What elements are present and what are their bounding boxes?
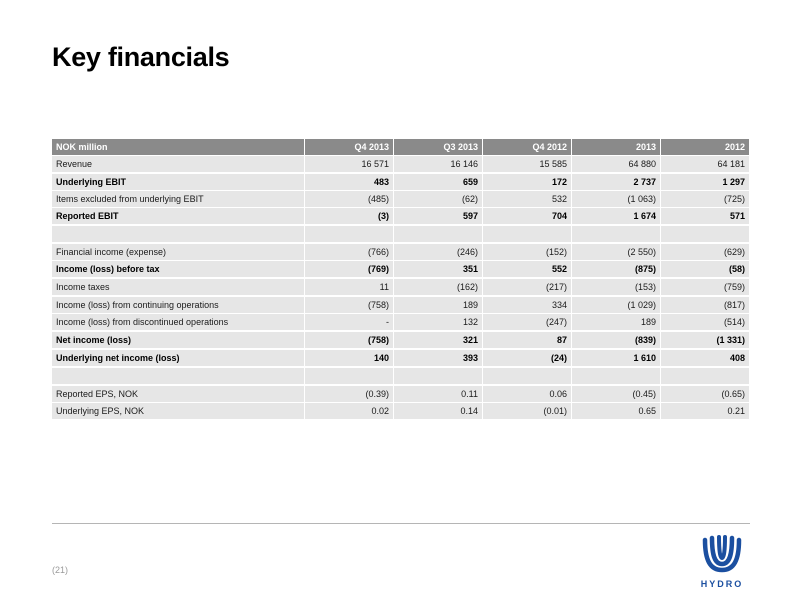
row-value: 64 181 (661, 156, 750, 173)
row-label: Financial income (expense) (52, 243, 305, 261)
header-q4-2012: Q4 2012 (483, 139, 572, 156)
row-value: (766) (305, 243, 394, 261)
row-label: Income (loss) before tax (52, 261, 305, 278)
row-value (394, 367, 483, 385)
row-value: 351 (394, 261, 483, 278)
table-row (52, 208, 750, 225)
row-value: (24) (483, 349, 572, 367)
row-value: (758) (305, 296, 394, 314)
page-number: (21) (52, 565, 69, 575)
row-value: (0.65) (661, 385, 750, 403)
row-label: Income (loss) from continuing operations (52, 296, 305, 314)
header-2012: 2012 (661, 139, 750, 156)
row-value: 64 880 (572, 156, 661, 173)
key-financials-table (52, 139, 750, 420)
hydro-logo (694, 534, 750, 594)
table-row (52, 156, 750, 173)
row-value: (1 063) (572, 191, 661, 208)
row-value (661, 367, 750, 385)
row-value: 0.65 (572, 403, 661, 420)
row-value (394, 225, 483, 243)
row-value: 132 (394, 314, 483, 331)
table-spacer-row (52, 225, 750, 243)
table-row (52, 349, 750, 367)
table-row (52, 331, 750, 349)
row-value: (246) (394, 243, 483, 261)
row-value: (758) (305, 331, 394, 349)
row-value: 571 (661, 208, 750, 225)
footer-divider (52, 523, 750, 524)
table-row (52, 278, 750, 296)
row-value: 15 585 (483, 156, 572, 173)
row-value: 1 297 (661, 173, 750, 191)
table-row (52, 261, 750, 278)
row-value: 393 (394, 349, 483, 367)
row-value (305, 225, 394, 243)
hydro-logo-icon (694, 534, 750, 578)
row-value: 189 (572, 314, 661, 331)
row-label (52, 367, 305, 385)
table-row (52, 243, 750, 261)
row-value: - (305, 314, 394, 331)
row-value: 597 (394, 208, 483, 225)
row-value: 11 (305, 278, 394, 296)
row-value: 16 571 (305, 156, 394, 173)
header-q4-2013: Q4 2013 (305, 139, 394, 156)
row-value: (725) (661, 191, 750, 208)
row-value: (162) (394, 278, 483, 296)
row-value (483, 225, 572, 243)
row-value: (1 331) (661, 331, 750, 349)
row-label: Underlying EPS, NOK (52, 403, 305, 420)
row-value: (217) (483, 278, 572, 296)
header-q3-2013: Q3 2013 (394, 139, 483, 156)
row-value: 0.02 (305, 403, 394, 420)
row-value: (839) (572, 331, 661, 349)
row-value: 140 (305, 349, 394, 367)
table-row (52, 314, 750, 331)
table-spacer-row (52, 367, 750, 385)
row-value: 1 674 (572, 208, 661, 225)
row-value: (62) (394, 191, 483, 208)
row-value: 189 (394, 296, 483, 314)
row-value: 0.11 (394, 385, 483, 403)
row-value: (3) (305, 208, 394, 225)
row-value: (58) (661, 261, 750, 278)
row-value: (0.39) (305, 385, 394, 403)
row-value: 1 610 (572, 349, 661, 367)
row-value: (2 550) (572, 243, 661, 261)
row-value: 408 (661, 349, 750, 367)
row-value (661, 225, 750, 243)
row-value: 0.21 (661, 403, 750, 420)
row-label: Income taxes (52, 278, 305, 296)
row-value: 552 (483, 261, 572, 278)
row-value: 483 (305, 173, 394, 191)
row-value: 321 (394, 331, 483, 349)
row-value: 704 (483, 208, 572, 225)
row-label: Revenue (52, 156, 305, 173)
row-value: 0.14 (394, 403, 483, 420)
row-label: Items excluded from underlying EBIT (52, 191, 305, 208)
table-header-row (52, 139, 750, 156)
page-title: Key financials (52, 42, 230, 72)
row-value: (817) (661, 296, 750, 314)
row-value: 659 (394, 173, 483, 191)
row-value: (0.01) (483, 403, 572, 420)
table-row (52, 385, 750, 403)
row-value: 0.06 (483, 385, 572, 403)
header-label: NOK million (52, 139, 305, 156)
row-label: Income (loss) from discontinued operations (52, 314, 305, 331)
row-value: (759) (661, 278, 750, 296)
row-value (483, 367, 572, 385)
row-value: (153) (572, 278, 661, 296)
row-value: (485) (305, 191, 394, 208)
header-2013: 2013 (572, 139, 661, 156)
row-value: (629) (661, 243, 750, 261)
row-value: (152) (483, 243, 572, 261)
hydro-logo-text: HYDRO (700, 579, 744, 589)
row-label: Underlying net income (loss) (52, 349, 305, 367)
row-value: (247) (483, 314, 572, 331)
row-label (52, 225, 305, 243)
row-label: Reported EBIT (52, 208, 305, 225)
row-label: Underlying EBIT (52, 173, 305, 191)
row-value: 16 146 (394, 156, 483, 173)
table-row (52, 191, 750, 208)
row-label: Net income (loss) (52, 331, 305, 349)
row-value: (769) (305, 261, 394, 278)
row-value: 532 (483, 191, 572, 208)
row-value: (0.45) (572, 385, 661, 403)
row-value: (875) (572, 261, 661, 278)
table-row (52, 403, 750, 420)
row-value (305, 367, 394, 385)
row-value: 172 (483, 173, 572, 191)
row-value: 87 (483, 331, 572, 349)
row-value: 2 737 (572, 173, 661, 191)
row-value: (514) (661, 314, 750, 331)
row-value: (1 029) (572, 296, 661, 314)
row-value: 334 (483, 296, 572, 314)
row-value (572, 367, 661, 385)
row-value (572, 225, 661, 243)
table-row (52, 173, 750, 191)
table-row (52, 296, 750, 314)
row-label: Reported EPS, NOK (52, 385, 305, 403)
